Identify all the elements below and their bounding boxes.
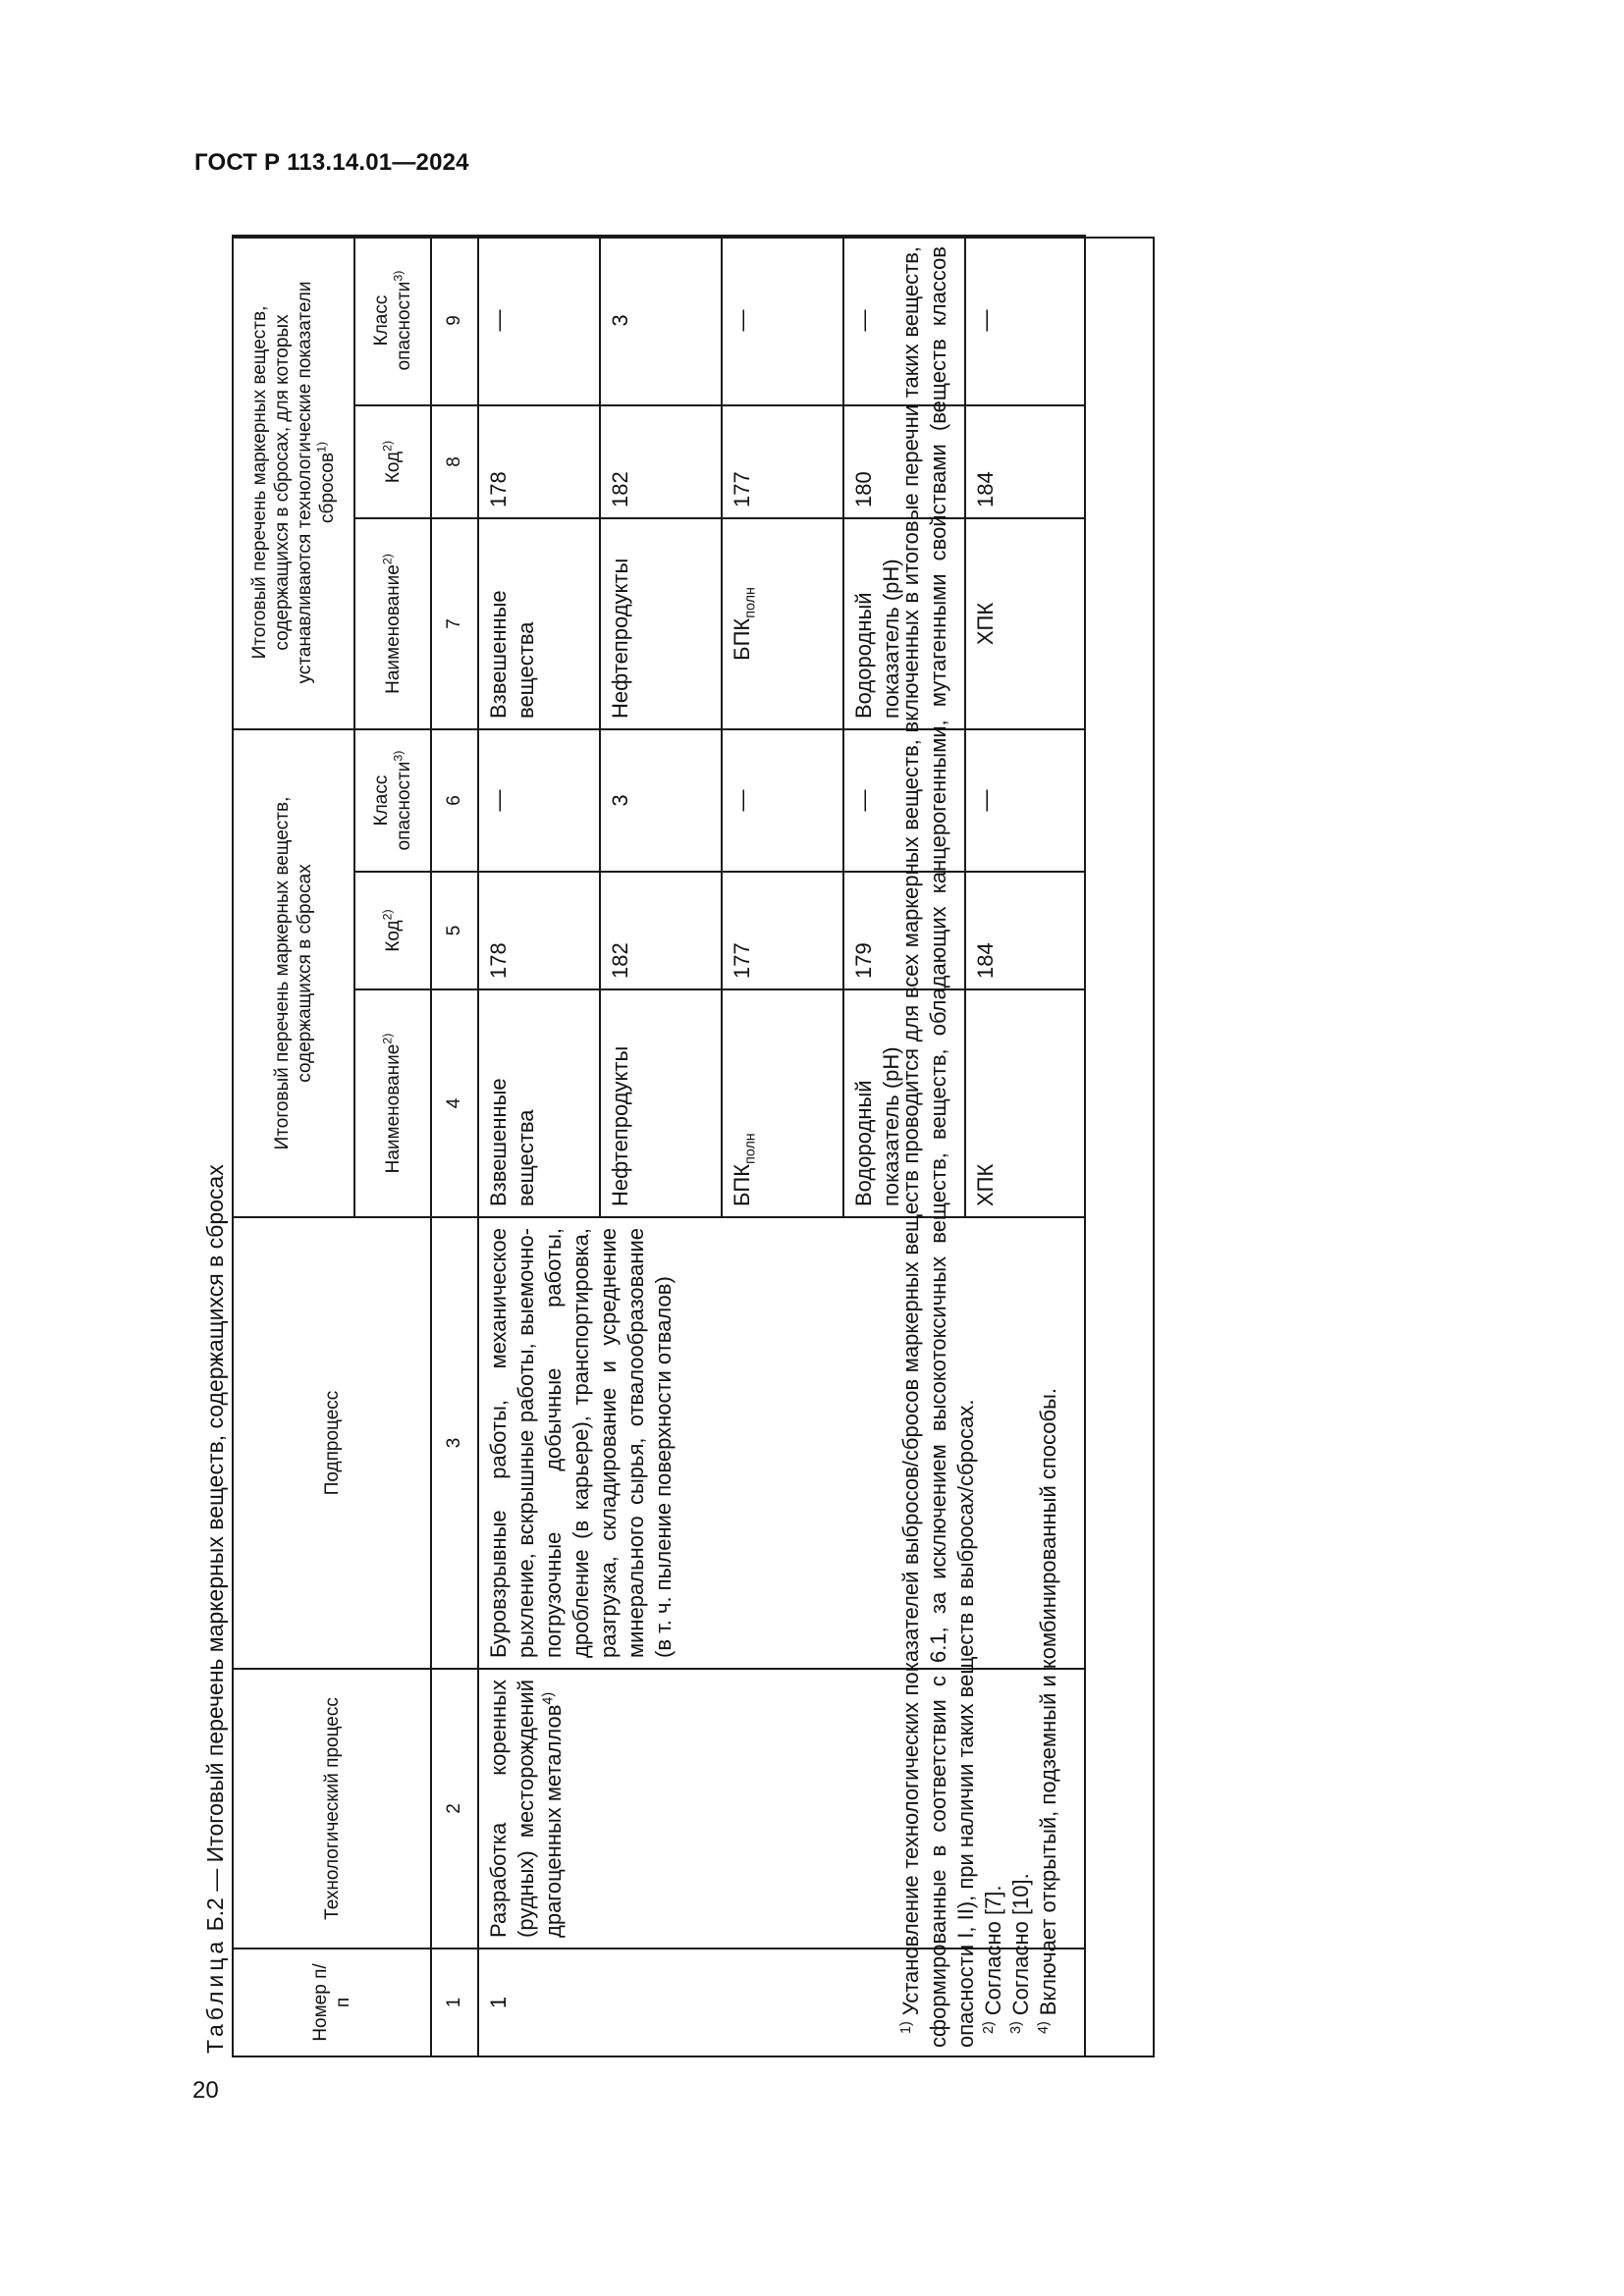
substance-code: 179 [843,872,965,989]
header-name-label: Наименование [382,564,404,694]
substance-code: 178 [478,405,600,518]
footnote-mark: 4) [1035,2021,1052,2034]
substance-hazard: — [965,236,1085,405]
document-code: ГОСТ Р 113.14.01—2024 [194,149,469,176]
substance-name [722,989,843,1217]
header-code-label: Код [382,920,404,952]
footnote-ref-1: 1) [314,442,329,454]
table-title [202,1164,229,2054]
substance-name: Взвешенные вещества [478,989,600,1217]
footnote-mark: 3) [1007,2021,1024,2034]
substance-code: 177 [722,872,843,989]
footnote [897,246,980,2048]
substance-name: Взвешенные вещества [478,518,600,729]
column-number: 1 [431,1949,478,2056]
substance-code: 182 [600,405,722,518]
footnote-ref-2: 2) [380,909,395,921]
column-number: 8 [431,405,478,518]
table-title-text: Б.2 — Итоговый перечень маркерных веществ, содержащихся в сбросах [202,1164,228,1938]
substance-name: ХПК [965,989,1085,1217]
substance-name-main: БПК [730,1163,754,1206]
column-number: 5 [431,872,478,989]
header-group-2-text: Итоговый перечень маркерных веществ, содержащихся в сбросах, для которых устанавливаются технологические показатели сбросов [249,281,338,684]
header-hazard-1 [354,729,431,872]
substance-code: 182 [600,872,722,989]
footnote-ref-3: 3) [391,270,406,282]
header-num: Номер п/п [233,1949,431,2056]
row-subprocess: Буровзрывные работы, механическое рыхление, вскрышные работы, выемочно-погрузочные добычные работы, дробление (в карьере), транспортировка, разгрузка, складирование и усреднение минерального сырья, отвалообразование (в т. ч. пыление поверхности отвалов) [478,1217,1085,1669]
substance-name: Нефтепродукты [600,518,722,729]
footnote [1007,246,1035,2048]
substance-name: ХПК [965,518,1085,729]
header-code-1 [354,872,431,989]
header-name-1 [354,989,431,1217]
table-title-label: Таблица [202,1937,228,2054]
column-number: 9 [431,236,478,405]
header-group-2 [233,236,354,729]
substance-code: 177 [722,405,843,518]
substance-name-subscript: полн [742,587,759,618]
header-group-1: Итоговый перечень маркерных веществ, содержащихся в сбросах [233,729,354,1217]
substance-hazard: — [722,236,843,405]
header-process: Технологический процесс [233,1669,431,1949]
table-row [478,236,600,2056]
footnote-ref-2: 2) [380,554,395,565]
header-code-label: Код [382,451,404,484]
footnote-mark: 2) [980,2021,997,2034]
page-number: 20 [192,2077,219,2104]
footnote-text: Установление технологических показателей выбросов/сбросов маркерных веществ проводится для всех маркерных веществ, включенных в итоговые перечни таких веществ, сформированные в соответствии с 6.1, за исключением высокотоксичных веществ, веществ, обладающих канцерогенными, мутагенными свойствами (веществ классов опасности I, II), при наличии таких веществ в выбросах/сбросах. [898,246,978,2048]
substance-code: 184 [965,405,1085,518]
substance-name-main: БПК [730,617,754,661]
substance-hazard: — [843,729,965,872]
substance-hazard: — [478,236,600,405]
footnote-text: Согласно [7]. [981,1885,1005,2016]
substance-hazard: — [722,729,843,872]
row-number: 1 [478,1949,1085,2056]
substance-code: 184 [965,872,1085,989]
column-number: 6 [431,729,478,872]
substance-name: Водородный показатель (pH) [843,518,965,729]
header-hazard-label: Класс опасности [371,761,414,851]
substance-name: Нефтепродукты [600,989,722,1217]
footnote-mark: 1) [897,2021,914,2034]
footnote-text: Согласно [10]. [1008,1873,1033,2016]
footnote-ref-2: 2) [380,440,395,452]
rotated-table-block [194,223,1127,2058]
column-number: 7 [431,518,478,729]
substance-hazard: — [965,729,1085,872]
header-name-label: Наименование [382,1043,404,1174]
column-numbers-row [431,236,478,2056]
substance-name: Водородный показатель (pH) [843,989,965,1217]
substance-name [722,518,843,729]
header-name-2 [354,518,431,729]
column-number: 2 [431,1669,478,1949]
footnote [980,246,1007,2048]
footnote-ref-2: 2) [380,1033,395,1044]
substance-name-subscript: полн [742,1133,759,1164]
table-footnotes [890,237,1062,2057]
substance-hazard: — [843,236,965,405]
footnote-ref-3: 3) [391,750,406,762]
column-number: 3 [431,1217,478,1669]
substance-hazard: — [478,729,600,872]
row-process-text: Разработка коренных (рудных) месторождений драгоценных металлов [486,1680,566,1938]
substance-code: 178 [478,872,600,989]
substance-hazard: 3 [600,729,722,872]
footnote [1035,246,1062,2048]
footnote-text: Включает открытый, подземный и комбинированный способы. [1036,1387,1060,2016]
substance-code: 180 [843,405,965,518]
header-subprocess: Подпроцесс [233,1217,431,1669]
header-code-2 [354,405,431,518]
header-hazard-2 [354,236,431,405]
header-row-1 [233,236,354,2056]
footnote-ref-4: 4) [540,1691,557,1705]
header-hazard-label: Класс опасности [371,281,414,371]
substance-hazard: 3 [600,236,722,405]
column-number: 4 [431,989,478,1217]
